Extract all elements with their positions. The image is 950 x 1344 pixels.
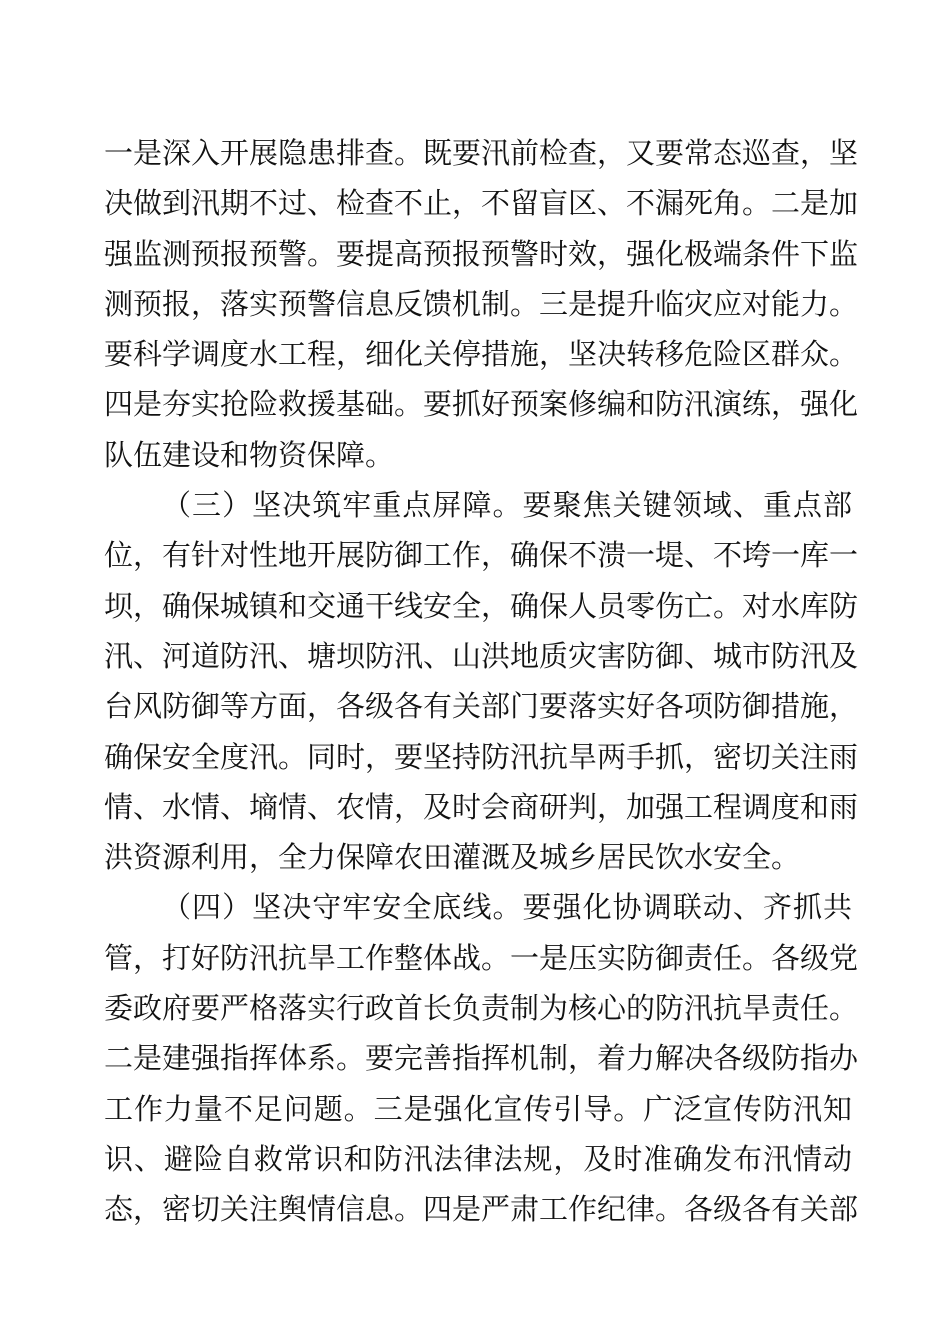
text-line: 委政府要严格落实行政首长负责制为核心的防汛抗旱责任。: [104, 991, 859, 1026]
text-line: 识、避险自救常识和防汛法律法规，及时准确发布汛情动: [104, 1141, 852, 1176]
text-line: 坝，确保城镇和交通干线安全，确保人员零伤亡。对水库防: [104, 588, 859, 623]
paragraph-section-three: [104, 480, 859, 882]
paragraph-flood-inspection: [104, 128, 859, 480]
text-line: 四是夯实抢险救援基础。要抓好预案修编和防汛演练，强化: [104, 387, 859, 422]
text-line: 工作力量不足问题。三是强化宣传引导。广泛宣传防汛知: [104, 1091, 852, 1126]
text-line: 情、水情、墒情、农情，及时会商研判，加强工程调度和雨: [104, 789, 859, 824]
text-line: 决做到汛期不过、检查不止，不留盲区、不漏死角。二是加: [104, 186, 859, 221]
section-heading-line: （四）坚决守牢安全底线。要强化协调联动、齐抓共: [162, 890, 852, 925]
text-line: 要科学调度水工程，细化关停措施，坚决转移危险区群众。: [104, 337, 859, 372]
section-heading-line: （三）坚决筑牢重点屏障。要聚焦关键领域、重点部: [162, 488, 852, 523]
text-line: 汛、河道防汛、塘坝防汛、山洪地质灾害防御、城市防汛及: [104, 638, 859, 673]
text-line: 测预报，落实预警信息反馈机制。三是提升临灾应对能力。: [104, 286, 859, 321]
text-line: 队伍建设和物资保障。: [104, 437, 395, 472]
text-line: 确保安全度汛。同时，要坚持防汛抗旱两手抓，密切关注雨: [104, 739, 859, 774]
text-line: 台风防御等方面，各级各有关部门要落实好各项防御措施，: [104, 689, 859, 724]
paragraph-section-four: [104, 882, 859, 1234]
text-line: 管，打好防汛抗旱工作整体战。一是压实防御责任。各级党: [104, 940, 859, 975]
document-body: [104, 128, 859, 1235]
text-line: 二是建强指挥体系。要完善指挥机制，着力解决各级防指办: [104, 1041, 859, 1076]
text-line: 位，有针对性地开展防御工作，确保不溃一堤、不垮一库一: [104, 538, 859, 573]
text-line: 态，密切关注舆情信息。四是严肃工作纪律。各级各有关部: [104, 1192, 859, 1227]
text-line: 强监测预报预警。要提高预报预警时效，强化极端条件下监: [104, 236, 859, 271]
text-line: 洪资源利用，全力保障农田灌溉及城乡居民饮水安全。: [104, 840, 801, 875]
text-line: 一是深入开展隐患排查。既要汛前检查，又要常态巡查，坚: [104, 136, 859, 170]
